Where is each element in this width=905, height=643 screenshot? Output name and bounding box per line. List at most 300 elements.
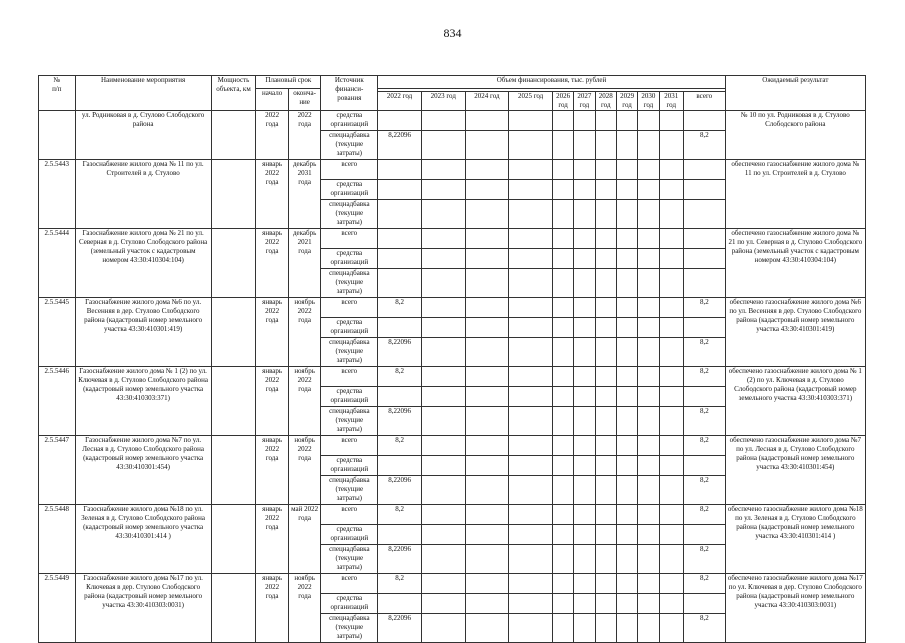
value-year — [595, 160, 616, 180]
value-total — [683, 387, 725, 407]
value-year — [421, 338, 465, 367]
value-2022 — [378, 160, 422, 180]
item-start: январь 2022 года — [256, 367, 289, 436]
value-year — [595, 614, 616, 643]
value-year — [552, 456, 573, 476]
value-2022: 8,2 — [378, 505, 422, 525]
value-year — [616, 594, 637, 614]
value-year — [595, 476, 616, 505]
value-year — [574, 249, 595, 269]
value-year — [574, 200, 595, 229]
value-year — [421, 545, 465, 574]
value-year — [638, 298, 659, 318]
value-year — [465, 180, 509, 200]
item-name: ул. Родниковая в д. Стулово Слободского района — [75, 111, 211, 160]
value-year — [638, 476, 659, 505]
value-year — [465, 318, 509, 338]
value-year — [616, 160, 637, 180]
value-2022 — [378, 180, 422, 200]
item-start: январь 2022 года — [256, 505, 289, 574]
header-year: 2023 год — [421, 92, 465, 111]
value-year — [465, 407, 509, 436]
value-year — [616, 338, 637, 367]
value-year — [616, 574, 637, 594]
table-row — [39, 298, 866, 318]
item-number: 2.5.5447 — [39, 436, 76, 505]
item-start: январь 2022 года — [256, 298, 289, 367]
value-year — [574, 407, 595, 436]
value-year — [552, 476, 573, 505]
value-year — [638, 160, 659, 180]
value-total: 8,2 — [683, 476, 725, 505]
value-2022: 8,22096 — [378, 614, 422, 643]
item-capacity — [211, 574, 256, 643]
source-label: средства организаций — [321, 387, 378, 407]
item-name: Газоснабжение жилого дома №18 по ул. Зеленая в д. Стулово Слободского района (кадастровый номер земельного участка 43:30:410301:414 ) — [75, 505, 211, 574]
header-year: 2022 год — [378, 92, 422, 111]
header-total: всего — [683, 92, 725, 111]
source-label: средства организаций — [321, 456, 378, 476]
item-capacity — [211, 229, 256, 298]
value-year — [552, 594, 573, 614]
value-year — [616, 387, 637, 407]
value-year — [509, 574, 553, 594]
value-year — [552, 131, 573, 160]
value-year — [595, 200, 616, 229]
value-year — [638, 249, 659, 269]
value-year — [595, 249, 616, 269]
value-year — [465, 338, 509, 367]
header-funding: Объем финансирования, тыс. рублей — [378, 76, 725, 89]
source-label: всего — [321, 574, 378, 594]
item-end: ноябрь 2022 года — [288, 367, 321, 436]
value-year — [616, 436, 637, 456]
item-end: 2022 года — [288, 111, 321, 160]
value-year — [595, 594, 616, 614]
value-year — [616, 614, 637, 643]
value-year — [574, 545, 595, 574]
item-start: январь 2022 года — [256, 229, 289, 298]
value-year — [659, 200, 683, 229]
value-total: 8,2 — [683, 338, 725, 367]
value-year — [638, 131, 659, 160]
value-year — [595, 545, 616, 574]
value-year — [638, 269, 659, 298]
source-label: средства организаций — [321, 594, 378, 614]
value-year — [659, 229, 683, 249]
funding-plan-table — [38, 75, 866, 643]
value-year — [659, 505, 683, 525]
value-2022: 8,2 — [378, 367, 422, 387]
value-year — [595, 229, 616, 249]
item-end: декабрь 2021 года — [288, 229, 321, 298]
value-year — [421, 180, 465, 200]
source-label: всего — [321, 160, 378, 180]
value-year — [616, 111, 637, 131]
value-total: 8,2 — [683, 407, 725, 436]
value-year — [552, 614, 573, 643]
value-year — [616, 505, 637, 525]
value-year — [509, 407, 553, 436]
source-label: всего — [321, 505, 378, 525]
value-year — [616, 229, 637, 249]
value-year — [659, 387, 683, 407]
value-year — [638, 456, 659, 476]
value-year — [465, 436, 509, 456]
value-year — [595, 436, 616, 456]
value-year — [659, 545, 683, 574]
value-year — [574, 318, 595, 338]
value-year — [509, 338, 553, 367]
value-year — [509, 614, 553, 643]
table-row — [39, 574, 866, 594]
item-start: январь 2022 года — [256, 160, 289, 229]
value-2022 — [378, 229, 422, 249]
value-year — [595, 111, 616, 131]
value-year — [659, 436, 683, 456]
value-year — [616, 407, 637, 436]
value-year — [421, 387, 465, 407]
value-year — [595, 505, 616, 525]
value-total — [683, 249, 725, 269]
value-year — [595, 131, 616, 160]
value-year — [465, 269, 509, 298]
value-year — [659, 160, 683, 180]
table-row — [39, 111, 866, 131]
value-year — [421, 131, 465, 160]
value-year — [421, 269, 465, 298]
value-2022: 8,22096 — [378, 545, 422, 574]
value-year — [465, 505, 509, 525]
value-year — [509, 249, 553, 269]
value-2022: 8,22096 — [378, 131, 422, 160]
header-year: 2029 год — [616, 92, 637, 111]
table-row — [39, 505, 866, 525]
value-2022 — [378, 525, 422, 545]
item-result: обеспечено газоснабжение жилого дома №7 по ул. Лесная в д. Стулово Слободского района (кадастровый номер земельного участка 43:30:410301:454) — [725, 436, 865, 505]
source-label: спецнадбавка (текущие затраты) — [321, 269, 378, 298]
value-year — [465, 229, 509, 249]
value-year — [638, 180, 659, 200]
value-year — [659, 298, 683, 318]
value-year — [465, 545, 509, 574]
value-year — [552, 525, 573, 545]
value-year — [509, 594, 553, 614]
item-name: Газоснабжение жилого дома № 21 по ул. Северная в д. Стулово Слободского района (земельный участок с кадастровым номером 43:30:410304:104) — [75, 229, 211, 298]
value-year — [465, 160, 509, 180]
value-year — [595, 456, 616, 476]
value-year — [638, 525, 659, 545]
item-result: обеспечено газоснабжение жилого дома № 1 (2) по ул. Ключевая в д. Стулово Слободского района (кадастровый номер земельного участка 43:30:410303:371) — [725, 367, 865, 436]
source-label: средства организаций — [321, 111, 378, 131]
value-2022: 8,2 — [378, 436, 422, 456]
value-year — [552, 318, 573, 338]
value-year — [509, 131, 553, 160]
value-2022: 8,22096 — [378, 407, 422, 436]
value-year — [552, 338, 573, 367]
value-year — [465, 200, 509, 229]
value-year — [421, 160, 465, 180]
value-year — [616, 131, 637, 160]
item-number: 2.5.5443 — [39, 160, 76, 229]
value-year — [509, 200, 553, 229]
source-label: спецнадбавка (текущие затраты) — [321, 545, 378, 574]
item-end: ноябрь 2022 года — [288, 436, 321, 505]
value-year — [509, 436, 553, 456]
value-2022 — [378, 318, 422, 338]
value-year — [659, 574, 683, 594]
value-year — [509, 505, 553, 525]
value-year — [638, 229, 659, 249]
item-name: Газоснабжение жилого дома №17 по ул. Ключевая в дер. Стулово Слободского района (кадастровый номер земельного участка 43:30:410303:0031) — [75, 574, 211, 643]
source-label: спецнадбавка (текущие затраты) — [321, 131, 378, 160]
value-year — [574, 131, 595, 160]
item-number: 2.5.5444 — [39, 229, 76, 298]
value-year — [421, 436, 465, 456]
value-year — [421, 614, 465, 643]
value-total — [683, 269, 725, 298]
value-year — [421, 407, 465, 436]
source-label: всего — [321, 298, 378, 318]
value-year — [638, 545, 659, 574]
value-total: 8,2 — [683, 505, 725, 525]
source-label: средства организаций — [321, 249, 378, 269]
value-2022: 8,2 — [378, 574, 422, 594]
value-year — [574, 229, 595, 249]
value-year — [659, 249, 683, 269]
value-year — [509, 456, 553, 476]
value-year — [552, 367, 573, 387]
source-label: спецнадбавка (текущие затраты) — [321, 476, 378, 505]
value-year — [595, 298, 616, 318]
source-label: средства организаций — [321, 318, 378, 338]
item-number: 2.5.5445 — [39, 298, 76, 367]
value-total: 8,2 — [683, 298, 725, 318]
value-total — [683, 229, 725, 249]
value-2022 — [378, 200, 422, 229]
value-year — [465, 111, 509, 131]
value-2022: 8,2 — [378, 298, 422, 318]
header-num: № п/п — [39, 76, 76, 111]
value-total: 8,2 — [683, 367, 725, 387]
value-total — [683, 160, 725, 180]
item-name: Газоснабжение жилого дома №7 по ул. Лесная в д. Стулово Слободского района (кадастровый номер земельного участка 43:30:410301:454) — [75, 436, 211, 505]
value-year — [659, 456, 683, 476]
table-row — [39, 160, 866, 180]
item-end: декабрь 2031 года — [288, 160, 321, 229]
header-year: 2026 год — [552, 92, 573, 111]
value-year — [574, 436, 595, 456]
value-total — [683, 180, 725, 200]
item-result: обеспечено газоснабжение жилого дома № 11 по ул. Строителей в д. Стулово — [725, 160, 865, 229]
item-number: 2.5.5446 — [39, 367, 76, 436]
table-row — [39, 229, 866, 249]
value-year — [552, 505, 573, 525]
value-2022 — [378, 249, 422, 269]
source-label: всего — [321, 436, 378, 456]
value-year — [465, 387, 509, 407]
value-year — [509, 180, 553, 200]
value-year — [638, 387, 659, 407]
value-total: 8,2 — [683, 614, 725, 643]
table-row — [39, 367, 866, 387]
value-year — [659, 476, 683, 505]
value-total — [683, 594, 725, 614]
value-year — [616, 298, 637, 318]
value-year — [595, 318, 616, 338]
source-label: спецнадбавка (текущие затраты) — [321, 407, 378, 436]
value-year — [421, 318, 465, 338]
value-year — [616, 180, 637, 200]
value-year — [638, 111, 659, 131]
value-2022 — [378, 387, 422, 407]
item-name: Газоснабжение жилого дома № 1 (2) по ул. Ключевая в д. Стулово Слободского района (кадастровый номер земельного участка 43:30:410303:371) — [75, 367, 211, 436]
value-year — [595, 574, 616, 594]
value-total — [683, 111, 725, 131]
item-number — [39, 111, 76, 160]
value-year — [574, 269, 595, 298]
value-year — [574, 160, 595, 180]
source-label: средства организаций — [321, 180, 378, 200]
header-year: 2028 год — [595, 92, 616, 111]
value-year — [421, 111, 465, 131]
value-year — [595, 269, 616, 298]
source-label: всего — [321, 367, 378, 387]
item-name: Газоснабжение жилого дома №6 по ул. Весенняя в дер. Стулово Слободского района (кадастровый номер земельного участка 43:30:410301:419) — [75, 298, 211, 367]
item-end: май 2022 года — [288, 505, 321, 574]
value-year — [465, 476, 509, 505]
table-row — [39, 436, 866, 456]
value-year — [552, 160, 573, 180]
value-year — [616, 367, 637, 387]
value-total — [683, 200, 725, 229]
value-year — [659, 269, 683, 298]
value-year — [595, 367, 616, 387]
header-period: Плановый срок — [256, 76, 321, 89]
value-year — [638, 505, 659, 525]
value-year — [659, 367, 683, 387]
value-year — [465, 614, 509, 643]
value-year — [659, 180, 683, 200]
value-year — [574, 367, 595, 387]
value-year — [659, 131, 683, 160]
value-year — [509, 111, 553, 131]
value-year — [421, 476, 465, 505]
value-year — [574, 387, 595, 407]
value-total: 8,2 — [683, 131, 725, 160]
value-year — [509, 269, 553, 298]
value-year — [509, 367, 553, 387]
value-year — [574, 298, 595, 318]
value-year — [509, 229, 553, 249]
value-year — [552, 298, 573, 318]
value-year — [552, 407, 573, 436]
source-label: спецнадбавка (текущие затраты) — [321, 614, 378, 643]
value-year — [509, 387, 553, 407]
value-year — [421, 456, 465, 476]
value-2022 — [378, 594, 422, 614]
value-year — [616, 200, 637, 229]
value-year — [552, 545, 573, 574]
value-year — [616, 545, 637, 574]
value-year — [616, 525, 637, 545]
item-result: обеспечено газоснабжение жилого дома № 21 по ул. Северная в д. Стулово Слободского района (земельный участок с кадастровым номером 43:30:410304:104) — [725, 229, 865, 298]
item-result: обеспечено газоснабжение жилого дома №6 по ул. Весенняя в дер. Стулово Слободского района (кадастровый номер земельного участка 43:30:410301:419) — [725, 298, 865, 367]
header-year: 2025 год — [509, 92, 553, 111]
header-year: 2024 год — [465, 92, 509, 111]
value-year — [421, 525, 465, 545]
value-year — [421, 229, 465, 249]
value-year — [509, 545, 553, 574]
item-capacity — [211, 111, 256, 160]
value-year — [421, 505, 465, 525]
value-total: 8,2 — [683, 545, 725, 574]
value-year — [638, 407, 659, 436]
value-year — [421, 200, 465, 229]
value-total: 8,2 — [683, 574, 725, 594]
value-year — [595, 180, 616, 200]
value-year — [465, 131, 509, 160]
header-period-start: начало — [256, 89, 289, 111]
value-year — [509, 318, 553, 338]
value-year — [465, 367, 509, 387]
value-year — [659, 594, 683, 614]
value-year — [574, 338, 595, 367]
value-year — [574, 476, 595, 505]
value-year — [659, 407, 683, 436]
value-year — [638, 594, 659, 614]
value-year — [659, 111, 683, 131]
value-year — [465, 574, 509, 594]
value-2022: 8,22096 — [378, 476, 422, 505]
value-total — [683, 525, 725, 545]
item-name: Газоснабжение жилого дома № 11 по ул. Строителей в д. Стулово — [75, 160, 211, 229]
value-year — [465, 525, 509, 545]
value-2022 — [378, 269, 422, 298]
value-year — [552, 229, 573, 249]
value-year — [465, 298, 509, 318]
header-period-end: оконча-ние — [288, 89, 321, 111]
item-result: обеспечено газоснабжение жилого дома №18 по ул. Зеленая в д. Стулово Слободского района (кадастровый номер земельного участка 43:30:410301:414 ) — [725, 505, 865, 574]
header-capacity: Мощность объекта, км — [211, 76, 256, 111]
value-year — [638, 338, 659, 367]
item-result: обеспечено газоснабжение жилого дома №17 по ул. Ключевая в дер. Стулово Слободского района (кадастровый номер земельного участка 43:30:410303:0031) — [725, 574, 865, 643]
header-result: Ожидаемый результат — [725, 76, 865, 111]
value-year — [616, 249, 637, 269]
value-year — [574, 456, 595, 476]
value-year — [638, 436, 659, 456]
value-year — [616, 318, 637, 338]
source-label: средства организаций — [321, 525, 378, 545]
value-year — [552, 574, 573, 594]
value-year — [552, 249, 573, 269]
value-year — [509, 476, 553, 505]
value-year — [574, 574, 595, 594]
source-label: спецнадбавка (текущие затраты) — [321, 338, 378, 367]
value-year — [659, 525, 683, 545]
value-year — [616, 456, 637, 476]
item-start: январь 2022 года — [256, 574, 289, 643]
value-year — [465, 249, 509, 269]
value-year — [574, 525, 595, 545]
value-year — [595, 407, 616, 436]
value-year — [421, 367, 465, 387]
value-year — [659, 318, 683, 338]
value-year — [552, 111, 573, 131]
value-year — [574, 614, 595, 643]
value-year — [509, 298, 553, 318]
value-year — [595, 387, 616, 407]
